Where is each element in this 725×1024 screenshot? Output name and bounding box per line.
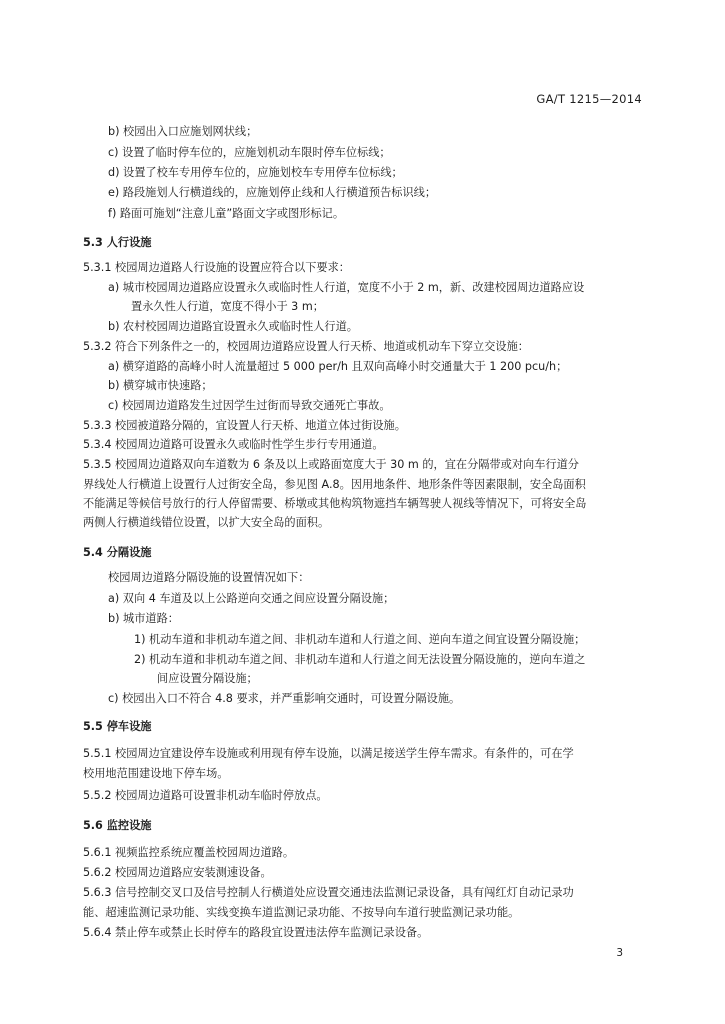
list-item: b) 校园出入口应施划网状线； — [108, 125, 258, 138]
list-item: c) 设置了临时停车位的，应施划机动车限时停车位标线； — [108, 146, 391, 159]
clause: 5.6.4 禁止停车或禁止长时停车的路段宜设置违法停车监测记录设备。 — [83, 926, 429, 939]
list-item: b) 农村校园周边道路宜设置永久或临时性人行道。 — [108, 320, 358, 333]
list-item: c) 校园周边道路发生过因学生过街而导致交通死亡事故。 — [108, 399, 391, 412]
list-item: a) 横穿道路的高峰小时人流量超过 5 000 per/h 且双向高峰小时交通量大于 1 200 pcu/h； — [108, 360, 568, 373]
sub-list-item: 2) 机动车道和非机动车道之间、非机动车道和人行道之间无法设置分隔设施的，逆向车道之 — [134, 653, 586, 666]
clause: 5.5.2 校园周边道路可设置非机动车临时停放点。 — [83, 789, 328, 802]
list-item: b) 横穿城市快速路； — [108, 379, 213, 392]
list-item: a) 双向 4 车道及以上公路逆向交通之间应设置分隔设施； — [108, 592, 395, 605]
clause-continuation: 两侧人行横道线错位设置，以扩大安全岛的面积。 — [83, 516, 330, 529]
clause: 5.5.1 校园周边宜建设停车设施或利用现有停车设施，以满足接送学生停车需求。有条件的，可在学 — [83, 747, 574, 760]
clause: 5.3.5 校园周边道路双向车道数为 6 条及以上或路面宽度大于 30 m 的，宜在分隔带或对向车行道分 — [83, 458, 579, 471]
list-item: d) 设置了校车专用停车位的，应施划校车专用停车位标线； — [108, 166, 403, 179]
standard-number: GA/T 1215—2014 — [536, 92, 642, 106]
clause-continuation: 能、超速监测记录功能、实线变换车道监测记录功能、不按导向车道行驶监测记录功能。 — [83, 906, 520, 919]
sub-list-item: 1) 机动车道和非机动车道之间、非机动车道和人行道之间、逆向车道之间宜设置分隔设施； — [134, 633, 586, 646]
list-item-continuation: 置永久性人行道，宽度不得小于 3 m； — [131, 300, 324, 313]
sub-list-item-continuation: 间应设置分隔设施； — [157, 672, 258, 685]
page-number: 3 — [616, 947, 623, 959]
clause: 5.6.2 校园周边道路应安装测速设备。 — [83, 866, 272, 879]
clause: 5.3.1 校园周边道路人行设施的设置应符合以下要求： — [83, 261, 350, 274]
clause: 5.6.1 视频监控系统应覆盖校园周边道路。 — [83, 846, 295, 859]
clause: 5.3.3 校园被道路分隔的，宜设置人行天桥、地道立体过街设施。 — [83, 419, 406, 432]
section-heading: 5.4 分隔设施 — [83, 546, 152, 559]
list-item: c) 校园出入口不符合 4.8 要求，并严重影响交通时，可设置分隔设施。 — [108, 692, 461, 705]
list-item: e) 路段施划人行横道线的，应施划停止线和人行横道预告标识线； — [108, 186, 437, 199]
section-heading: 5.6 监控设施 — [83, 819, 152, 832]
section-heading: 5.3 人行设施 — [83, 236, 152, 249]
clause: 5.3.4 校园周边道路可设置永久或临时性学生步行专用通道。 — [83, 438, 384, 451]
paragraph: 校园周边道路分隔设施的设置情况如下： — [108, 571, 310, 584]
clause-continuation: 校用地范围建设地下停车场。 — [83, 767, 229, 780]
list-item: a) 城市校园周边道路应设置永久或临时性人行道，宽度不小于 2 m，新、改建校园周边道路应设 — [108, 281, 585, 294]
clause: 5.3.2 符合下列条件之一的，校园周边道路应设置人行天桥、地道或机动车下穿立交设施： — [83, 340, 529, 353]
clause: 5.6.3 信号控制交叉口及信号控制人行横道处应设置交通违法监测记录设备，具有闯红灯自动记录功 — [83, 886, 574, 899]
list-item: b) 城市道路： — [108, 612, 179, 625]
clause-continuation: 不能满足等候信号放行的行人停留需要、桥墩或其他构筑物遮挡车辆驾驶人视线等情况下，可将安全岛 — [83, 497, 587, 510]
clause-continuation: 界线处人行横道上设置行人过街安全岛，参见图 A.8。因用地条件、地形条件等因素限制，安全岛面积 — [83, 478, 586, 491]
section-heading: 5.5 停车设施 — [83, 720, 152, 733]
list-item: f) 路面可施划“注意儿童”路面文字或图形标记。 — [108, 207, 345, 220]
